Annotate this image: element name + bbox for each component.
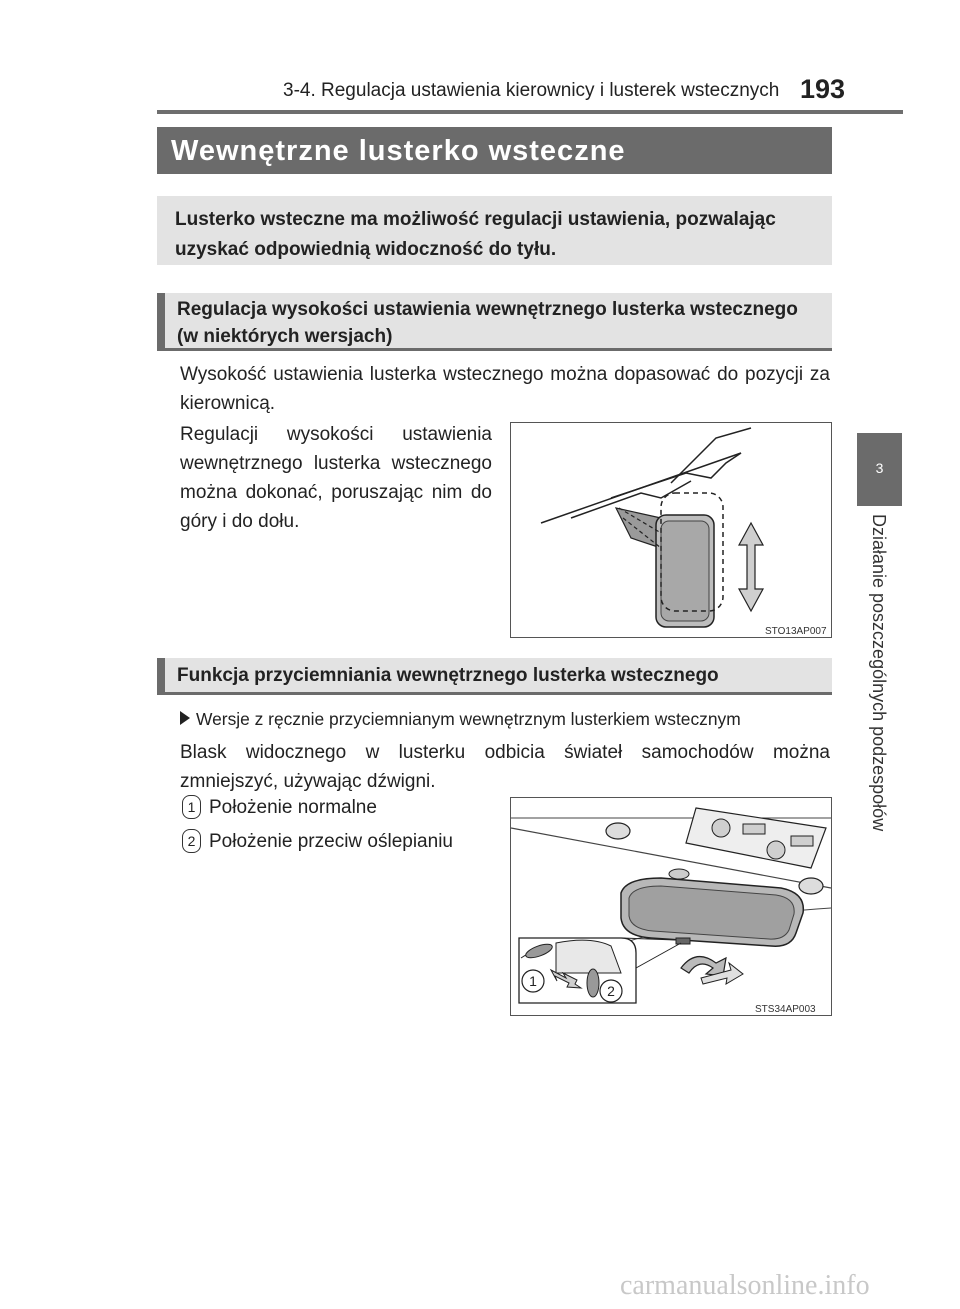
section-heading-text: Regulacja wysokości ustawienia wewnętrznego lusterka wstecznego (w niektórych wersjach) — [177, 299, 798, 347]
page-title: Wewnętrzne lusterko wsteczne — [171, 135, 626, 167]
figure-mirror-height — [510, 422, 832, 638]
intro-box — [157, 196, 832, 265]
figure-code: STO13AP007 — [765, 626, 827, 637]
section-heading-dimming — [157, 658, 832, 695]
page-title-bar — [157, 127, 832, 174]
paragraph-dimming: Blask widocznego w lusterku odbicia świateł samochodów można zmniejszyć, używając dźwigni. — [180, 742, 830, 792]
item-number-badge: 1 — [182, 795, 201, 819]
mirror-height-illustration — [511, 423, 831, 637]
running-header-title: 3-4. Regulacja ustawienia kierownicy i lusterek wstecznych — [283, 80, 780, 101]
figure-code: STS34AP003 — [755, 1004, 816, 1015]
chapter-tab — [857, 433, 902, 506]
page-number: 193 — [800, 74, 846, 104]
chapter-label-vertical — [859, 514, 899, 854]
list-item-normal — [182, 795, 377, 819]
paragraph-height-adjust: Wysokość ustawienia lusterka wstecznego można dopasować do pozycji za kierownicą. — [180, 364, 830, 414]
list-item-anti-glare — [182, 829, 453, 853]
bullet-text: Wersje z ręcznie przyciemnianym wewnętrznym lusterkiem wstecznym — [196, 709, 741, 729]
item-number-badge: 2 — [182, 829, 201, 853]
chapter-label: Działanie poszczególnych podzespołów — [869, 514, 889, 832]
section-heading-height-adjust — [157, 293, 832, 351]
item-label: Położenie przeciw oślepianiu — [209, 831, 453, 852]
bullet-manual-dimming — [180, 705, 741, 734]
mirror-dimming-illustration — [511, 798, 831, 1015]
callout-2: 2 — [607, 983, 615, 999]
watermark: carmanualsonline.info — [620, 1270, 870, 1301]
item-label: Położenie normalne — [209, 797, 377, 818]
intro-text: Lusterko wsteczne ma możliwość regulacji ustawienia, pozwalając uzyskać odpowiednią widoczność do tyłu. — [175, 209, 776, 260]
header-rule — [157, 110, 903, 114]
callout-1: 1 — [529, 973, 537, 989]
section-heading-text: Funkcja przyciemniania wewnętrznego lusterka wstecznego — [177, 665, 719, 686]
paragraph-move-mirror: Regulacji wysokości ustawienia wewnętrznego lusterka wstecznego można dokonać, poruszając nim do góry i do dołu. — [180, 424, 492, 532]
triangle-bullet-icon — [180, 711, 190, 725]
figure-mirror-dimming — [510, 797, 832, 1016]
chapter-number: 3 — [875, 460, 884, 476]
